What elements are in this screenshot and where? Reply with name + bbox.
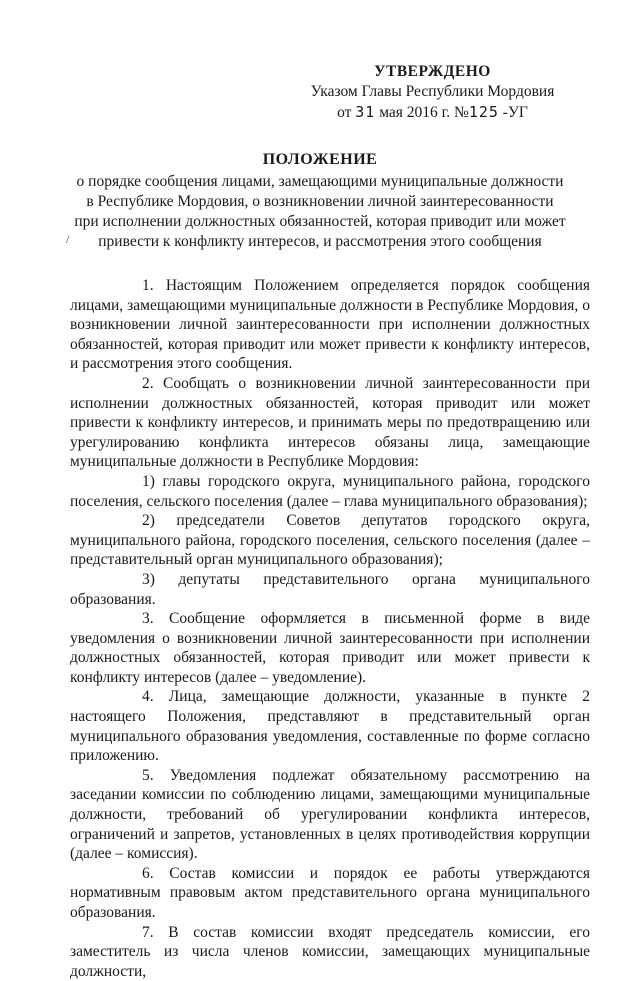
paragraph-number: 1) (142, 472, 155, 490)
paragraph (70, 864, 590, 923)
approval-stamp (300, 62, 565, 123)
paragraph-number: 1. (142, 277, 154, 294)
paragraph-number: 4. (142, 688, 154, 706)
document-title (70, 150, 570, 252)
title-heading: ПОЛОЖЕНИЕ (262, 151, 378, 168)
paragraph-number: 2) (142, 512, 155, 530)
paragraph-text: Настоящим Положением определяется порядок сообщения лицами, замещающими муниципальные должности в Республике Мордовия, о возникновении личной заинтересованности при исполнении должностных обязанностей, которая приводит или может привести к конфликту интересов, и рассмотрения этого сообщения. (70, 277, 591, 373)
title-line: при исполнении должностных обязанностей, которая приводит или может (74, 213, 566, 230)
paragraph-text: Сообщать о возникновении личной заинтересованности при исполнении должностных обязанностей, которая приводит или может привести к конфликту интересов, и принимать меры по предотвращению или урегулированию конфликта интересов обязаны лица, замещающие муниципальные должности в Республике Мордовия: (70, 374, 590, 471)
paragraph (70, 374, 590, 472)
paragraph-text: Сообщение оформляется в письменной форме в виде уведомления о возникновении личной заинтересованности при исполнении должностных обязанностей, которая приводит или может привести к конфликту интересов (далее – уведомление). (70, 610, 591, 686)
paragraph-number: 3) (142, 570, 155, 588)
title-line: привести к конфликту интересов, и рассмотрения этого сообщения (98, 233, 542, 250)
document-body (70, 276, 590, 981)
decree-suffix: -УГ (502, 104, 528, 121)
paragraph (70, 766, 590, 864)
paragraph (70, 472, 590, 511)
paragraph (70, 511, 590, 570)
approved-by: Указом Главы Республики Мордовия (310, 83, 555, 100)
decree-number: 125 (468, 103, 499, 121)
paragraph (70, 687, 590, 765)
paragraph (70, 923, 590, 981)
paragraph-text: депутаты представительного органа муниципального образования. (70, 570, 590, 608)
paragraph-number: 5. (142, 766, 154, 784)
paragraph-text: главы городского округа, муниципального района, городского поселения, сельского поселения (далее – глава муниципального образования); (70, 472, 590, 510)
title-line: в Республике Мордовия, о возникновении личной заинтересованности (86, 193, 554, 210)
paragraph (70, 609, 590, 687)
approved-label: УТВЕРЖДЕНО (374, 63, 491, 80)
paragraph-number: 6. (142, 864, 154, 882)
title-line: о порядке сообщения лицами, замещающими муниципальные должности (76, 173, 564, 190)
paragraph-number: 7. (142, 923, 154, 941)
date-mid: мая 2016 г. № (379, 104, 469, 121)
paragraph (70, 570, 590, 609)
date-prefix: от (337, 104, 352, 121)
paragraph-number: 3. (142, 610, 154, 628)
date-day: 31 (355, 103, 376, 121)
paragraph-text: В состав комиссии входят председатель комиссии, его заместитель из числа членов комиссии, замещающих муниципальные должности, (70, 923, 590, 980)
paragraph-number: 2. (142, 374, 154, 392)
approval-date (300, 102, 565, 123)
paragraph-text: Уведомления подлежат обязательному рассмотрению на заседании комиссии по соблюдению лицами, замещающими муниципальные должности, требований об урегулировании конфликта интересов, ограничений и запретов, установленных в целях противодействия коррупции (далее – комиссия). (70, 766, 590, 863)
paragraph (70, 276, 590, 374)
paragraph-text: Лица, замещающие должности, указанные в пункте 2 настоящего Положения, представляют в представительный орган муниципального образования уведомления, составленные по форме согласно приложению. (70, 688, 590, 765)
paragraph-text: Состав комиссии и порядок ее работы утверждаются нормативным правовым актом представительного органа муниципального образования. (70, 864, 591, 921)
paragraph-text: председатели Советов депутатов городского округа, муниципального района, городского поселения, сельского поселения (далее – представительный орган муниципального образования); (70, 512, 590, 569)
margin-mark: / (66, 232, 70, 246)
